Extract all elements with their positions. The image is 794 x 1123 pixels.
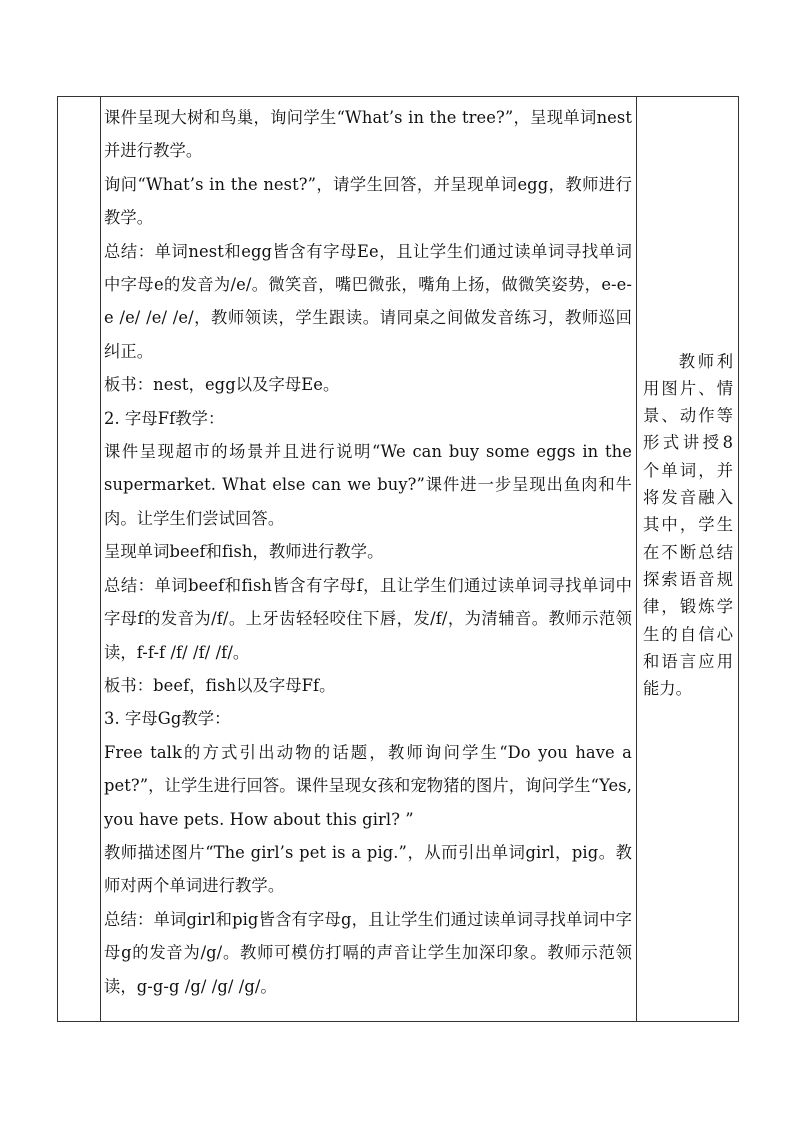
teaching-process-cell [101,97,637,1022]
paragraph-nest: 课件呈现大树和鸟巢，询问学生“What’s in the tree?”，呈现单词nest并进行教学。 [104,108,632,161]
lesson-plan-table [57,96,739,1022]
paragraph-supermarket: 课件呈现超市的场景并且进行说明“We can buy some eggs in the supermarket. What else can we buy?”课件进一步呈现出鱼肉和牛肉。让学生们尝试回答。 [104,442,632,528]
design-intent-text [637,348,738,703]
heading-letter-ff: 2. 字母Ff教学： [104,408,225,428]
paragraph-egg: 询问“What’s in the nest?”，请学生回答，并呈现单词egg，教师进行教学。 [104,174,632,228]
paragraph-summary-g: 总结：单词girl和pig皆含有字母g，且让学生们通过读单词寻找单词中字母g的发音为/g/。教师可模仿打嗝的声音让学生加深印象。教师示范领读，g-g-g /g/ /g/ /g/。 [104,909,632,996]
paragraph-beef-fish: 呈现单词beef和fish，教师进行教学。 [104,542,384,562]
table-row [58,97,739,1022]
paragraph-summary-f: 总结：单词beef和fish皆含有字母f，且让学生们通过读单词寻找单词中字母f的发音为/f/。上牙齿轻轻咬住下唇，发/f/，为清辅音。教师示范领读，f-f-f /f/ /f/ /f/。 [104,575,632,662]
paragraph-free-talk: Free talk的方式引出动物的话题，教师询问学生“Do you have a pet?”，让学生进行回答。课件呈现女孩和宠物猪的图片，询问学生“Yes, you have pets. How about this girl? ” [104,742,632,829]
paragraph-summary-e: 总结：单词nest和egg皆含有字母Ee，且让学生们通过读单词寻找单词中字母e的发音为/e/。微笑音，嘴巴微张，嘴角上扬，做微笑姿势，e-e-e /e/ /e/ /e/，教师领读，学生跟读。请同桌之间做发音练习，教师巡回纠正。 [104,241,632,361]
paragraph-girl-pig: 教师描述图片“The girl’s pet is a pig.”，从而引出单词girl，pig。教师对两个单词进行教学。 [104,842,632,896]
teaching-process-text [101,97,636,1003]
design-intent-cell [637,97,739,1022]
step-label-cell [58,97,101,1022]
paragraph-board-ee: 板书：nest，egg以及字母Ee。 [104,375,340,395]
design-note: 教师利用图片、情景、动作等形式讲授8个单词，并将发音融入其中，学生在不断总结探索语音规律，锻炼学生的自信心和语言应用能力。 [643,351,733,699]
paragraph-board-ff: 板书：beef，fish以及字母Ff。 [104,675,336,695]
heading-letter-gg: 3. 字母Gg教学： [104,709,231,729]
